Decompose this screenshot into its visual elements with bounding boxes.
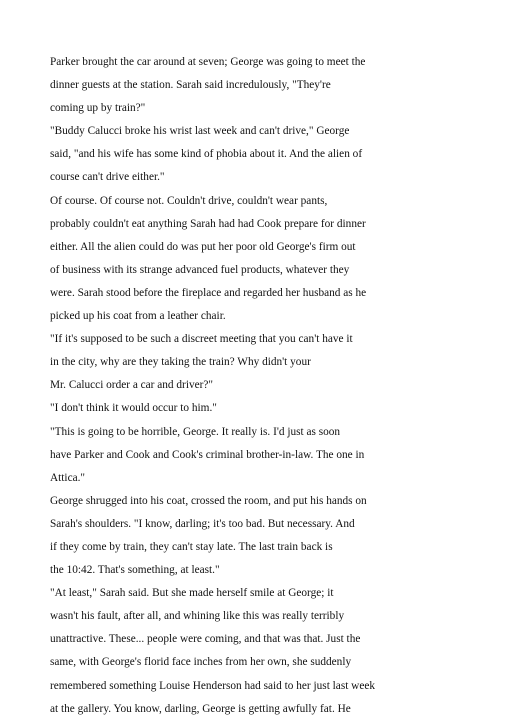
text-line: course can't drive either." — [50, 171, 165, 184]
text-line: if they come by train, they can't stay late. The last train back is — [50, 540, 333, 553]
text-line: dinner guests at the station. Sarah said incredulously, "They're — [50, 79, 331, 92]
text-line: unattractive. These... people were coming, and that was that. Just the — [50, 633, 361, 646]
text-line: remembered something Louise Henderson had said to her just last week — [50, 679, 376, 692]
text-line: coming up by train?" — [50, 102, 146, 115]
text-line: Mr. Calucci order a car and driver?" — [50, 379, 214, 392]
text-line: "If it's supposed to be such a discreet meeting that you can't have it — [50, 333, 353, 346]
text-line: in the city, why are they taking the train? Why didn't your — [50, 356, 311, 369]
text-line: Attica." — [50, 471, 86, 484]
text-line: Of course. Of course not. Couldn't drive, couldn't wear pants, — [50, 194, 328, 207]
text-line: "Buddy Calucci broke his wrist last week and can't drive," George — [50, 125, 350, 138]
text-line: were. Sarah stood before the fireplace and regarded her husband as he — [50, 286, 367, 299]
text-line: Sarah's shoulders. "I know, darling; it's too bad. But necessary. And — [50, 517, 355, 530]
text-line: have Parker and Cook and Cook's criminal brother-in-law. The one in — [50, 448, 365, 461]
text-line: of business with its strange advanced fuel products, whatever they — [50, 263, 350, 276]
text-line: at the gallery. You know, darling, George is getting awfully fat. He — [50, 702, 351, 715]
text-line: George shrugged into his coat, crossed the room, and put his hands on — [50, 494, 367, 507]
text-line: "At least," Sarah said. But she made herself smile at George; it — [50, 587, 334, 600]
text-line: wasn't his fault, after all, and whining like this was really terribly — [50, 610, 345, 623]
text-line: Parker brought the car around at seven; George was going to meet the — [50, 56, 366, 68]
text-line: the 10:42. That's something, at least." — [50, 564, 220, 577]
text-line: said, "and his wife has some kind of phobia about it. And the alien of — [50, 148, 363, 161]
text-line: same, with George's florid face inches from her own, she suddenly — [50, 656, 352, 669]
text-line: probably couldn't eat anything Sarah had had Cook prepare for dinner — [50, 217, 366, 230]
text-line: either. All the alien could do was put her poor old George's firm out — [50, 240, 356, 253]
text-line: "I don't think it would occur to him." — [50, 402, 217, 415]
text-line: "This is going to be horrible, George. It really is. I'd just as soon — [50, 425, 341, 438]
text-line: picked up his coat from a leather chair. — [50, 310, 226, 323]
